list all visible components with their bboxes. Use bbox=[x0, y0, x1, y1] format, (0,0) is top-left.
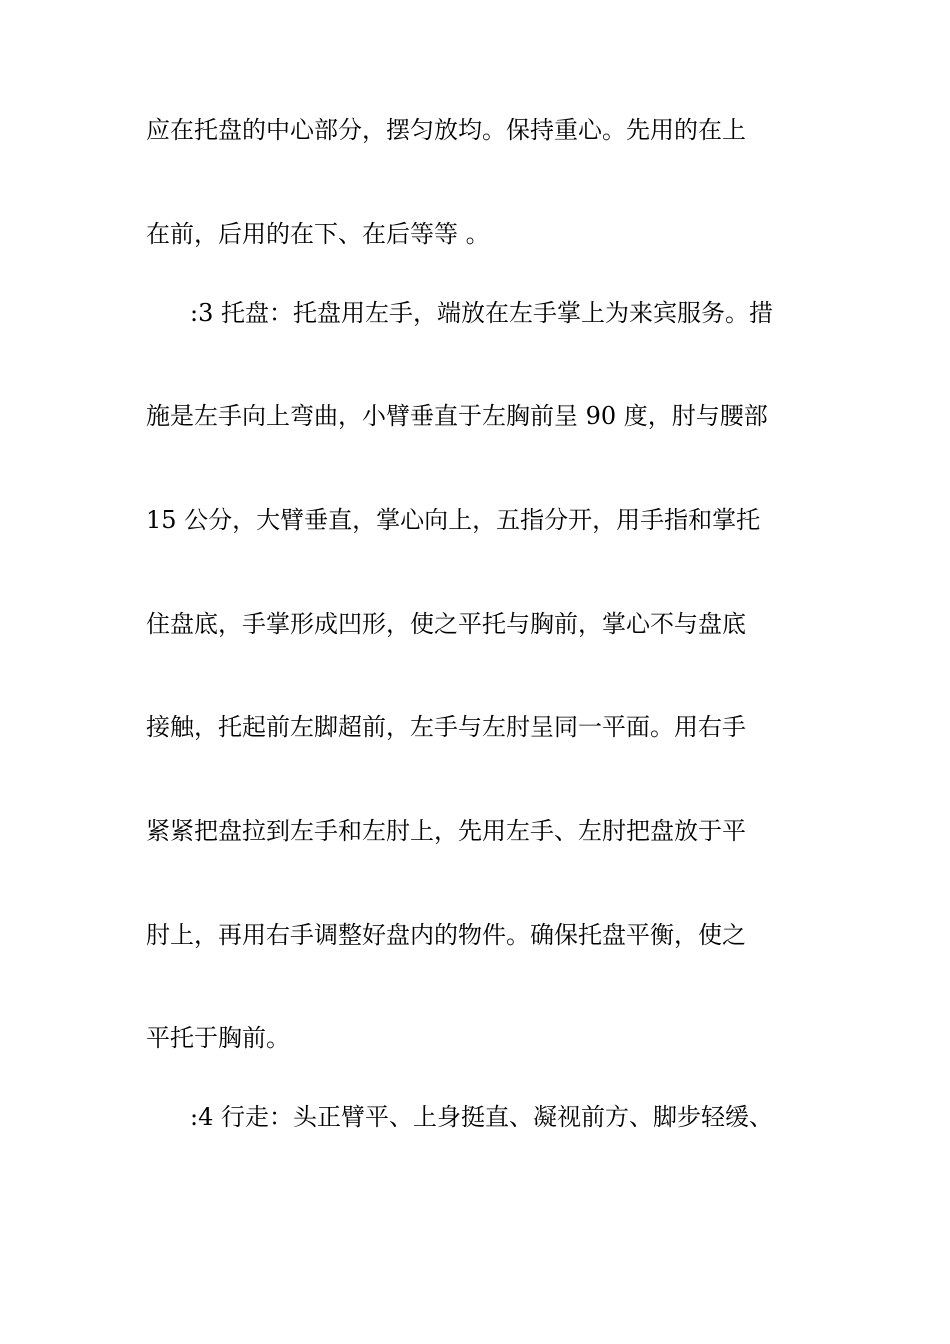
text-line-8: 紧紧把盘拉到左手和左肘上，先用左手、左肘把盘放于平 bbox=[146, 817, 746, 845]
text-line-7: 接触，托起前左脚超前，左手与左肘呈同一平面。用右手 bbox=[146, 713, 746, 741]
text-line-10: 平托于胸前。 bbox=[146, 1024, 290, 1052]
text-line-2: 在前，后用的在下、在后等等 。 bbox=[146, 220, 490, 248]
text-line-5: 15 公分，大臂垂直，掌心向上，五指分开，用手指和掌托 bbox=[146, 506, 761, 534]
text-line-9: 肘上，再用右手调整好盘内的物件。确保托盘平衡，使之 bbox=[146, 921, 746, 949]
text-line-11: :4 行走：头正臂平、上身挺直、凝视前方、脚步轻缓、 bbox=[190, 1103, 773, 1131]
text-line-1: 应在托盘的中心部分，摆匀放均。保持重心。先用的在上 bbox=[146, 116, 746, 144]
text-line-4: 施是左手向上弯曲，小臂垂直于左胸前呈 90 度，肘与腰部 bbox=[146, 402, 768, 430]
text-line-6: 住盘底，手掌形成凹形，使之平托与胸前，掌心不与盘底 bbox=[146, 610, 746, 638]
text-line-3: :3 托盘：托盘用左手，端放在左手掌上为来宾服务。措 bbox=[190, 299, 773, 327]
